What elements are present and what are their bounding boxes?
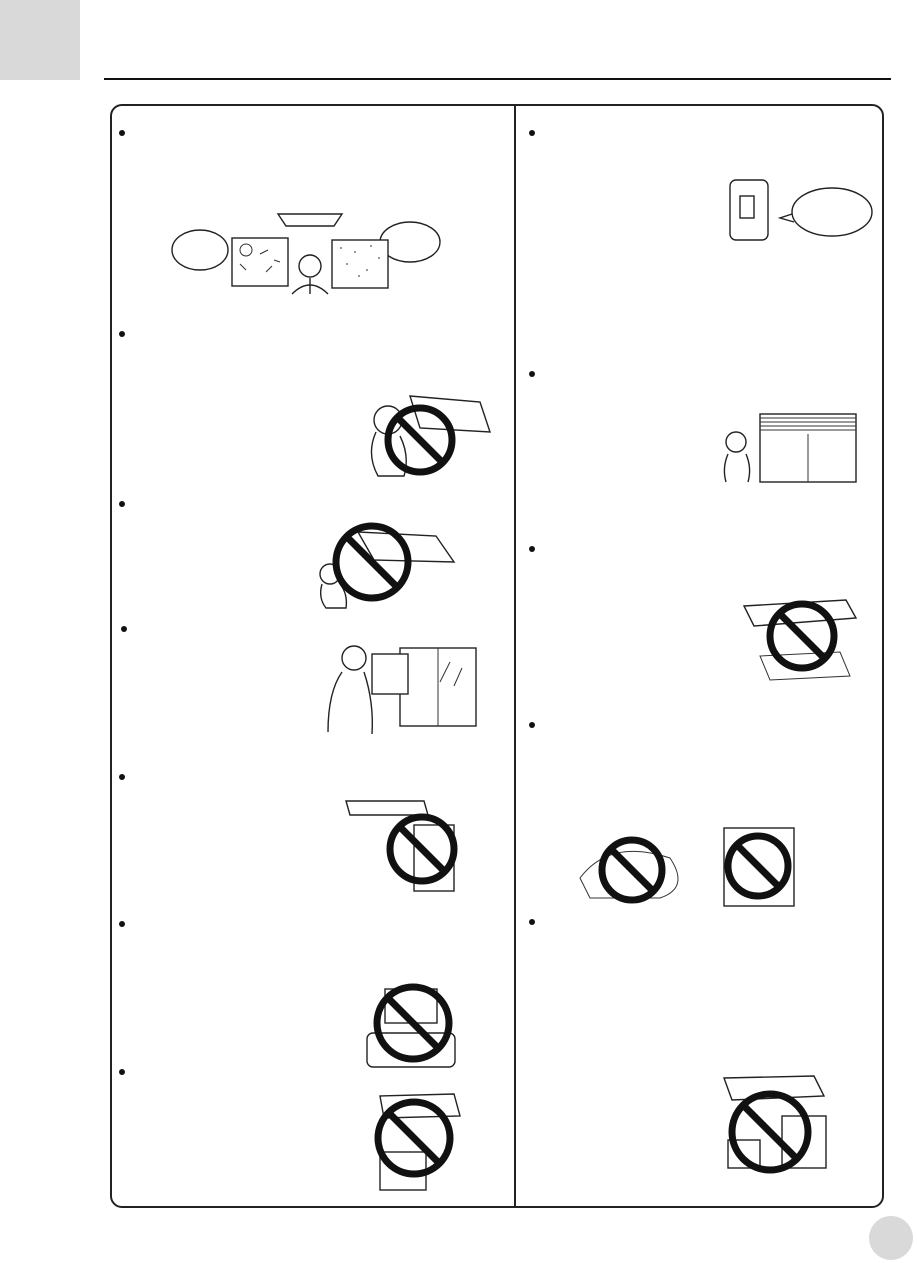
water-and-spray-prohibited-illustration — [574, 818, 864, 910]
bullet — [119, 331, 125, 337]
bullet — [119, 1069, 125, 1075]
bullet — [119, 774, 125, 780]
page-number-marker — [869, 1216, 913, 1260]
header-rule — [104, 78, 891, 80]
bullet — [529, 919, 535, 925]
bullet — [119, 130, 125, 136]
content-frame — [110, 104, 884, 1208]
panel-over-floor-prohibited-illustration — [740, 584, 862, 682]
door-under-unit-prohibited-illustration — [344, 799, 464, 895]
breaker-switch-speech-bubble-illustration — [724, 176, 874, 242]
section-tab-marker — [0, 0, 80, 80]
items-under-unit-prohibited-illustration — [718, 1070, 830, 1182]
person-closing-window-illustration — [322, 638, 480, 738]
device-under-panel-prohibited-illustration — [362, 1090, 462, 1192]
room-windows-speech-bubbles-illustration — [170, 214, 445, 294]
person-drawing-blinds-illustration — [720, 412, 860, 484]
child-climbing-panel-prohibited-illustration — [352, 388, 494, 484]
bullet — [529, 546, 535, 552]
bullet — [121, 626, 127, 632]
bullet — [529, 130, 535, 136]
column-divider — [514, 106, 516, 1206]
bullet — [529, 722, 535, 728]
child-under-panel-prohibited-illustration — [308, 518, 458, 610]
bullet — [119, 501, 125, 507]
bullet — [119, 921, 125, 927]
appliance-under-unit-prohibited-illustration — [365, 983, 461, 1069]
bullet — [529, 371, 535, 377]
